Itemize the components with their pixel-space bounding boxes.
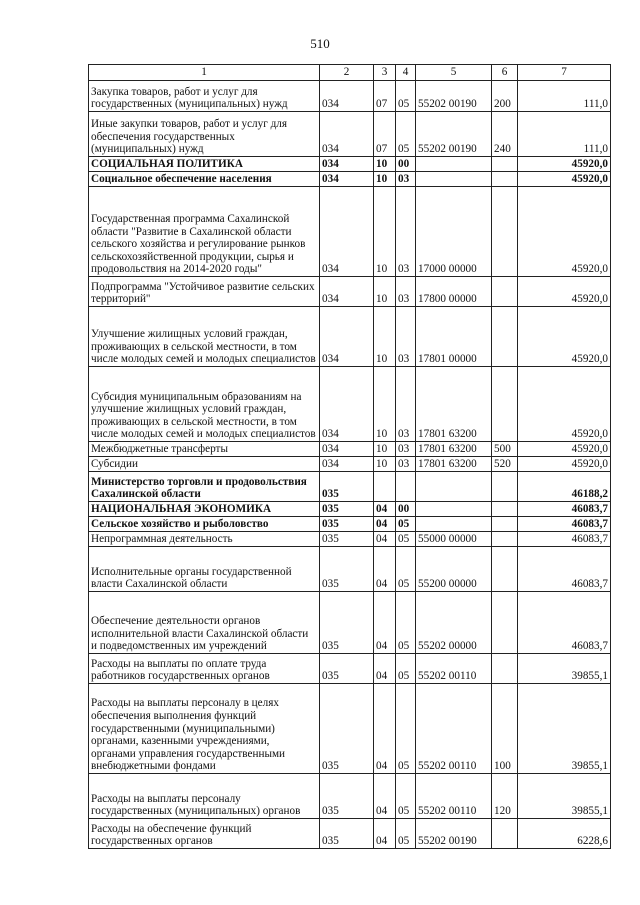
row-name-cell: Расходы на обеспечение функций государственных органов bbox=[89, 819, 320, 849]
expense-type-cell bbox=[492, 187, 518, 277]
ministry-code-cell: 034 bbox=[320, 367, 374, 442]
subsection-code-cell: 05 bbox=[396, 547, 416, 592]
ministry-code-cell: 034 bbox=[320, 157, 374, 172]
table-row bbox=[89, 157, 611, 172]
amount-cell: 46083,7 bbox=[518, 547, 611, 592]
article-code-cell: 17000 00000 bbox=[416, 187, 492, 277]
ministry-code-cell: 035 bbox=[320, 472, 374, 502]
row-name-cell: Субсидия муниципальным образованиям на улучшение жилищных условий граждан, проживающих в сельской местности, в том числе молодых семей и молодых специалистов bbox=[89, 367, 320, 442]
header-cell: 5 bbox=[416, 65, 492, 81]
table-row bbox=[89, 819, 611, 849]
amount-cell: 45920,0 bbox=[518, 277, 611, 307]
expense-type-cell bbox=[492, 277, 518, 307]
subsection-code-cell: 03 bbox=[396, 307, 416, 367]
row-name-cell: Обеспечение деятельности органов исполнительной власти Сахалинской области и подведомственных им учреждений bbox=[89, 592, 320, 654]
budget-table bbox=[88, 64, 611, 849]
ministry-code-cell: 035 bbox=[320, 532, 374, 547]
subsection-code-cell: 05 bbox=[396, 819, 416, 849]
article-code-cell bbox=[416, 172, 492, 187]
ministry-code-cell: 035 bbox=[320, 819, 374, 849]
amount-cell: 45920,0 bbox=[518, 457, 611, 472]
section-code-cell: 10 bbox=[374, 187, 396, 277]
table-row bbox=[89, 367, 611, 442]
section-code-cell: 04 bbox=[374, 592, 396, 654]
amount-cell: 45920,0 bbox=[518, 307, 611, 367]
section-code-cell: 10 bbox=[374, 457, 396, 472]
subsection-code-cell: 00 bbox=[396, 157, 416, 172]
amount-cell: 6228,6 bbox=[518, 819, 611, 849]
row-name-cell: Сельское хозяйство и рыболовство bbox=[89, 517, 320, 532]
header-cell: 4 bbox=[396, 65, 416, 81]
ministry-code-cell: 034 bbox=[320, 112, 374, 157]
amount-cell: 45920,0 bbox=[518, 157, 611, 172]
article-code-cell bbox=[416, 157, 492, 172]
expense-type-cell: 120 bbox=[492, 774, 518, 819]
article-code-cell: 55202 00190 bbox=[416, 819, 492, 849]
header-cell: 7 bbox=[518, 65, 611, 81]
subsection-code-cell: 03 bbox=[396, 367, 416, 442]
section-code-cell: 04 bbox=[374, 774, 396, 819]
section-code-cell bbox=[374, 472, 396, 502]
section-code-cell: 10 bbox=[374, 277, 396, 307]
section-code-cell: 04 bbox=[374, 819, 396, 849]
ministry-code-cell: 034 bbox=[320, 457, 374, 472]
expense-type-cell bbox=[492, 547, 518, 592]
section-code-cell: 04 bbox=[374, 517, 396, 532]
subsection-code-cell: 03 bbox=[396, 172, 416, 187]
ministry-code-cell: 035 bbox=[320, 547, 374, 592]
article-code-cell: 55202 00190 bbox=[416, 81, 492, 112]
expense-type-cell bbox=[492, 502, 518, 517]
amount-cell: 39855,1 bbox=[518, 684, 611, 774]
page-number: 510 bbox=[310, 36, 330, 51]
section-code-cell: 10 bbox=[374, 172, 396, 187]
amount-cell: 46083,7 bbox=[518, 517, 611, 532]
ministry-code-cell: 035 bbox=[320, 517, 374, 532]
ministry-code-cell: 035 bbox=[320, 684, 374, 774]
subsection-code-cell: 05 bbox=[396, 517, 416, 532]
header-cell: 6 bbox=[492, 65, 518, 81]
article-code-cell: 17801 00000 bbox=[416, 307, 492, 367]
expense-type-cell bbox=[492, 532, 518, 547]
table-row bbox=[89, 532, 611, 547]
table-row bbox=[89, 81, 611, 112]
expense-type-cell: 240 bbox=[492, 112, 518, 157]
table-row bbox=[89, 112, 611, 157]
expense-type-cell bbox=[492, 157, 518, 172]
table-row bbox=[89, 307, 611, 367]
header-cell: 2 bbox=[320, 65, 374, 81]
section-code-cell: 04 bbox=[374, 502, 396, 517]
row-name-cell: НАЦИОНАЛЬНАЯ ЭКОНОМИКА bbox=[89, 502, 320, 517]
row-name-cell: Исполнительные органы государственной власти Сахалинской области bbox=[89, 547, 320, 592]
amount-cell: 45920,0 bbox=[518, 367, 611, 442]
table-row bbox=[89, 654, 611, 684]
section-code-cell: 10 bbox=[374, 367, 396, 442]
article-code-cell: 55202 00110 bbox=[416, 774, 492, 819]
subsection-code-cell: 03 bbox=[396, 277, 416, 307]
article-code-cell: 55202 00190 bbox=[416, 112, 492, 157]
article-code-cell: 17801 63200 bbox=[416, 442, 492, 457]
row-name-cell: Расходы на выплаты персоналу в целях обеспечения выполнения функций государственными (муниципальными) органами, казенными учреждениями, органами управления государственными внебюджетными фондами bbox=[89, 684, 320, 774]
header-cell: 1 bbox=[89, 65, 320, 81]
ministry-code-cell: 034 bbox=[320, 187, 374, 277]
amount-cell: 39855,1 bbox=[518, 654, 611, 684]
table-row bbox=[89, 172, 611, 187]
expense-type-cell bbox=[492, 654, 518, 684]
article-code-cell: 55200 00000 bbox=[416, 547, 492, 592]
article-code-cell bbox=[416, 517, 492, 532]
ministry-code-cell: 034 bbox=[320, 81, 374, 112]
section-code-cell: 04 bbox=[374, 654, 396, 684]
section-code-cell: 10 bbox=[374, 307, 396, 367]
section-code-cell: 10 bbox=[374, 157, 396, 172]
row-name-cell: Закупка товаров, работ и услуг для государственных (муниципальных) нужд bbox=[89, 81, 320, 112]
expense-type-cell bbox=[492, 172, 518, 187]
amount-cell: 46083,7 bbox=[518, 532, 611, 547]
subsection-code-cell: 00 bbox=[396, 502, 416, 517]
row-name-cell: Социальное обеспечение населения bbox=[89, 172, 320, 187]
subsection-code-cell: 05 bbox=[396, 654, 416, 684]
row-name-cell: Государственная программа Сахалинской области "Развитие в Сахалинской области сельского хозяйства и регулирование рынков сельскохозяйственной продукции, сырья и продовольствия на 2014-2020 годы" bbox=[89, 187, 320, 277]
expense-type-cell: 520 bbox=[492, 457, 518, 472]
ministry-code-cell: 034 bbox=[320, 277, 374, 307]
header-cell: 3 bbox=[374, 65, 396, 81]
amount-cell: 46083,7 bbox=[518, 502, 611, 517]
subsection-code-cell: 03 bbox=[396, 457, 416, 472]
table-row bbox=[89, 547, 611, 592]
amount-cell: 45920,0 bbox=[518, 172, 611, 187]
ministry-code-cell: 035 bbox=[320, 502, 374, 517]
table-row bbox=[89, 502, 611, 517]
row-name-cell: Иные закупки товаров, работ и услуг для обеспечения государственных (муниципальных) нужд bbox=[89, 112, 320, 157]
subsection-code-cell: 03 bbox=[396, 187, 416, 277]
row-name-cell: Непрограммная деятельность bbox=[89, 532, 320, 547]
header-row bbox=[89, 65, 611, 81]
ministry-code-cell: 035 bbox=[320, 592, 374, 654]
table-row bbox=[89, 187, 611, 277]
row-name-cell: Расходы на выплаты персоналу государственных (муниципальных) органов bbox=[89, 774, 320, 819]
subsection-code-cell: 05 bbox=[396, 592, 416, 654]
expense-type-cell: 100 bbox=[492, 684, 518, 774]
subsection-code-cell: 05 bbox=[396, 774, 416, 819]
table-row bbox=[89, 774, 611, 819]
table-row bbox=[89, 457, 611, 472]
ministry-code-cell: 034 bbox=[320, 172, 374, 187]
table-row bbox=[89, 472, 611, 502]
article-code-cell: 17801 63200 bbox=[416, 457, 492, 472]
table-row bbox=[89, 517, 611, 532]
section-code-cell: 10 bbox=[374, 442, 396, 457]
row-name-cell: Субсидии bbox=[89, 457, 320, 472]
subsection-code-cell: 05 bbox=[396, 112, 416, 157]
subsection-code-cell bbox=[396, 472, 416, 502]
table-body bbox=[89, 65, 611, 849]
section-code-cell: 07 bbox=[374, 112, 396, 157]
row-name-cell: СОЦИАЛЬНАЯ ПОЛИТИКА bbox=[89, 157, 320, 172]
article-code-cell: 17800 00000 bbox=[416, 277, 492, 307]
expense-type-cell bbox=[492, 472, 518, 502]
subsection-code-cell: 03 bbox=[396, 442, 416, 457]
article-code-cell: 55000 00000 bbox=[416, 532, 492, 547]
article-code-cell: 17801 63200 bbox=[416, 367, 492, 442]
expense-type-cell bbox=[492, 517, 518, 532]
expense-type-cell bbox=[492, 307, 518, 367]
table-row bbox=[89, 592, 611, 654]
expense-type-cell bbox=[492, 592, 518, 654]
expense-type-cell: 500 bbox=[492, 442, 518, 457]
subsection-code-cell: 05 bbox=[396, 532, 416, 547]
row-name-cell: Расходы на выплаты по оплате труда работников государственных органов bbox=[89, 654, 320, 684]
article-code-cell bbox=[416, 472, 492, 502]
article-code-cell: 55202 00110 bbox=[416, 654, 492, 684]
amount-cell: 45920,0 bbox=[518, 187, 611, 277]
section-code-cell: 07 bbox=[374, 81, 396, 112]
row-name-cell: Межбюджетные трансферты bbox=[89, 442, 320, 457]
table-row bbox=[89, 442, 611, 457]
row-name-cell: Министерство торговли и продовольствия Сахалинской области bbox=[89, 472, 320, 502]
subsection-code-cell: 05 bbox=[396, 684, 416, 774]
amount-cell: 111,0 bbox=[518, 112, 611, 157]
row-name-cell: Подпрограмма "Устойчивое развитие сельских территорий" bbox=[89, 277, 320, 307]
expense-type-cell: 200 bbox=[492, 81, 518, 112]
table-row bbox=[89, 684, 611, 774]
amount-cell: 39855,1 bbox=[518, 774, 611, 819]
article-code-cell: 55202 00110 bbox=[416, 684, 492, 774]
amount-cell: 46083,7 bbox=[518, 592, 611, 654]
section-code-cell: 04 bbox=[374, 684, 396, 774]
section-code-cell: 04 bbox=[374, 547, 396, 592]
ministry-code-cell: 034 bbox=[320, 442, 374, 457]
amount-cell: 111,0 bbox=[518, 81, 611, 112]
ministry-code-cell: 034 bbox=[320, 307, 374, 367]
subsection-code-cell: 05 bbox=[396, 81, 416, 112]
expense-type-cell bbox=[492, 819, 518, 849]
row-name-cell: Улучшение жилищных условий граждан, проживающих в сельской местности, в том числе молодых семей и молодых специалистов bbox=[89, 307, 320, 367]
amount-cell: 46188,2 bbox=[518, 472, 611, 502]
ministry-code-cell: 035 bbox=[320, 774, 374, 819]
article-code-cell: 55202 00000 bbox=[416, 592, 492, 654]
amount-cell: 45920,0 bbox=[518, 442, 611, 457]
section-code-cell: 04 bbox=[374, 532, 396, 547]
article-code-cell bbox=[416, 502, 492, 517]
ministry-code-cell: 035 bbox=[320, 654, 374, 684]
expense-type-cell bbox=[492, 367, 518, 442]
table-row bbox=[89, 277, 611, 307]
